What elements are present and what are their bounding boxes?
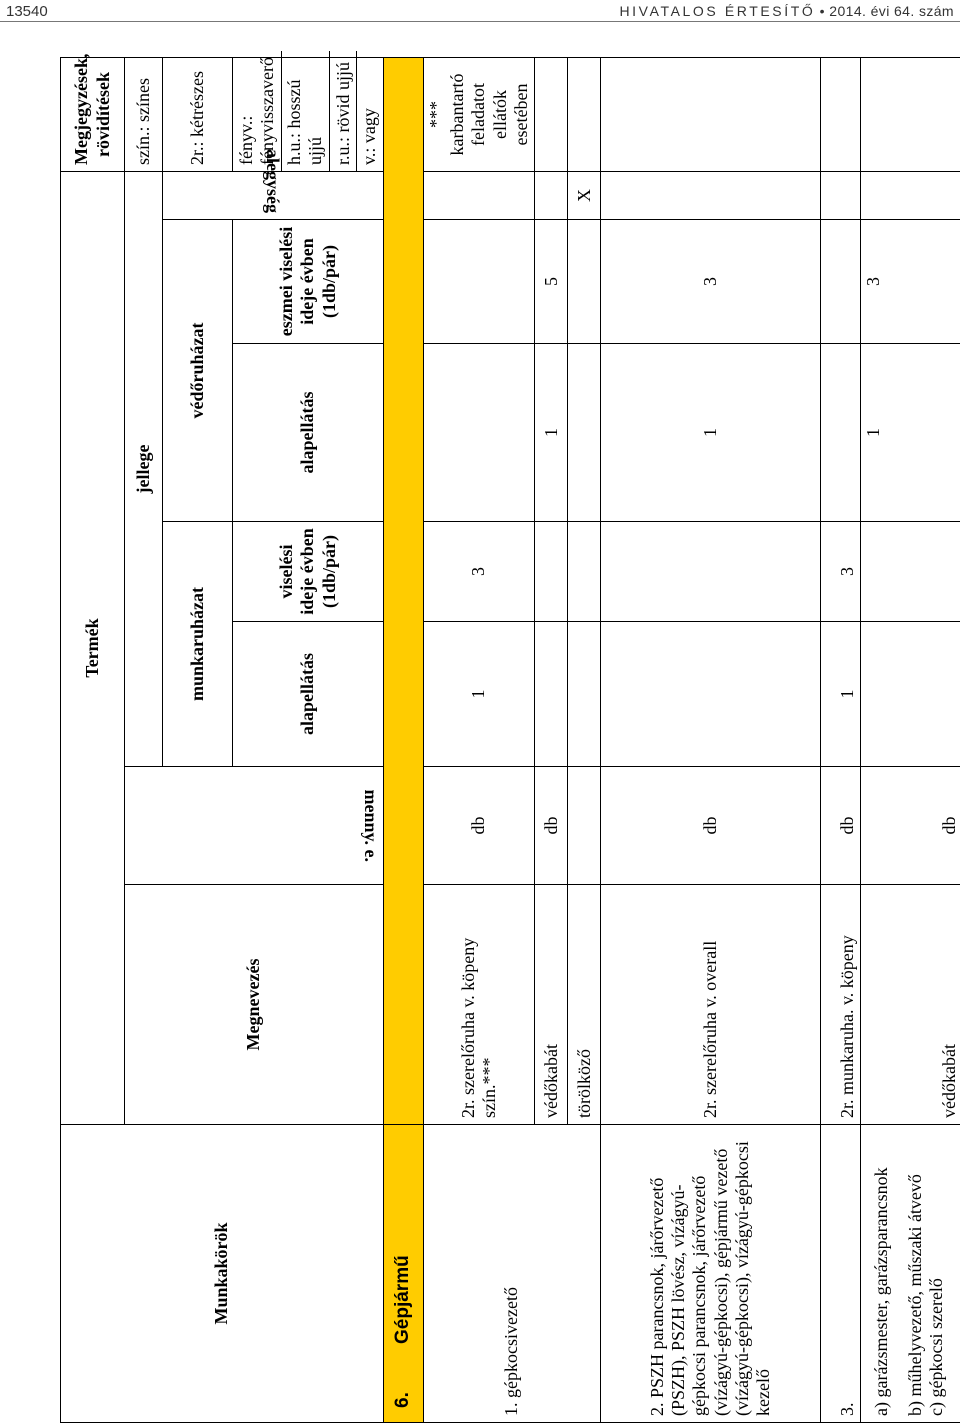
- col-header-megnevezes: Megnevezés: [125, 885, 384, 1125]
- item-name: védőkabát: [861, 885, 960, 1125]
- item-note: [568, 57, 601, 171]
- munka-viselesi-ido-value: [568, 522, 601, 622]
- note-hosszu-ujju: h.u.: hosszú ujjú: [281, 51, 330, 171]
- col-header-vedoruhazat: védőruházat: [163, 220, 233, 522]
- vedo-eszmei-ido-value: 3: [601, 220, 821, 344]
- item-note: *** karbantartó feladatot ellátók esetében: [424, 57, 535, 171]
- header-rule: [0, 21, 960, 22]
- note-fenyvisszavero: fényv.: fényvisszaverő: [233, 51, 281, 171]
- munka-alapellatas-value: 1: [424, 622, 535, 767]
- table-row: [601, 57, 821, 1422]
- item-unit: db: [861, 767, 960, 885]
- col-header-alegyseg: alegység: [163, 171, 384, 219]
- vedo-eszmei-ido-value: [568, 220, 601, 344]
- job-3b: b) műhelyvezető, műszaki átvevő: [904, 1174, 925, 1416]
- vedo-alapellatas-value: 1: [535, 344, 568, 522]
- col-header-munkakorok: Munkakörök: [61, 1125, 384, 1423]
- vedo-eszmei-ido-value: 3: [861, 220, 960, 344]
- munka-alapellatas-value: [861, 622, 960, 767]
- alegyseg-value: [861, 171, 960, 219]
- section-title-cell: [384, 1125, 424, 1423]
- alegyseg-value: [535, 171, 568, 219]
- vedo-alapellatas-value: [821, 344, 861, 522]
- munka-alapellatas-value: [535, 622, 568, 767]
- alegyseg-value: [424, 171, 535, 219]
- col-header-megjegyzesek: Megjegyzések, rövidítések: [61, 57, 125, 171]
- job-3-number: 3.: [821, 1125, 861, 1423]
- alegyseg-value: X: [568, 171, 601, 219]
- col-header-jellege: jellege: [125, 171, 163, 766]
- job-3bc: [903, 1125, 960, 1423]
- section-number: 6.: [392, 1392, 414, 1408]
- col-header-munka-viselesi-ido: viselési ideje évben (1db/pár): [233, 522, 384, 622]
- note-vagy: v.: vagy: [359, 108, 380, 165]
- table-row: [424, 57, 535, 1422]
- munka-viselesi-ido-value: [535, 522, 568, 622]
- page-number: 13540: [6, 3, 48, 20]
- vedo-alapellatas-value: [424, 344, 535, 522]
- issue-label: 2014. évi 64. szám: [829, 3, 954, 19]
- table-row: [821, 57, 861, 1422]
- job-pszh: 2. PSZH parancsnok, járőrvezető (PSZH), PSZH lövész, vízágyú-gépkocsi parancsnok, járőrvezető (vízágyú-gépkocsi), gépjármű vezető (vízágyú-gépkocsi), vízágyú-gépkocsi kezelő: [601, 1125, 821, 1423]
- header-bullet: •: [819, 3, 825, 19]
- col-header-vedo-eszmei-ido: eszmei viselési ideje évben (1db/pár): [233, 220, 384, 344]
- vedo-alapellatas-value: 1: [861, 344, 960, 522]
- job-gepkocsivezeto: 1. gépkocsivezető: [424, 1125, 601, 1423]
- vedo-alapellatas-value: 1: [601, 344, 821, 522]
- munka-viselesi-ido-value: [861, 522, 960, 622]
- munka-viselesi-ido-value: 3: [424, 522, 535, 622]
- item-note: [861, 57, 960, 171]
- note-ketreszes: 2r.: kétrészes: [163, 57, 233, 171]
- munka-alapellatas-value: [601, 622, 821, 767]
- rotated-page: [60, 53, 960, 1416]
- vedo-eszmei-ido-value: [424, 220, 535, 344]
- publication-title: HIVATALOS ÉRTESÍTŐ: [619, 3, 816, 19]
- vedo-eszmei-ido-value: 5: [535, 220, 568, 344]
- table-row: [861, 57, 903, 1422]
- item-note: [535, 57, 568, 171]
- alegyseg-value: [601, 171, 821, 219]
- item-note: [601, 57, 821, 171]
- item-name: 2r. szerelőruha v. köpeny szín.***: [424, 885, 535, 1125]
- note-szines: szín.: színes: [125, 57, 163, 171]
- section-row: [384, 57, 424, 1422]
- vedo-eszmei-ido-value: [821, 220, 861, 344]
- col-header-munkaruhazat: munkaruházat: [163, 522, 233, 767]
- alegyseg-value: [821, 171, 861, 219]
- job-3a: a) garázsmester, garázsparancsnok: [861, 1125, 903, 1423]
- munka-alapellatas-value: 1: [821, 622, 861, 767]
- running-header: [619, 3, 954, 19]
- col-header-munka-alapellatas: alapellátás: [233, 622, 384, 767]
- item-name: 2r. szerelőruha v. overall: [601, 885, 821, 1125]
- col-header-menny-e: menny. e.: [125, 767, 384, 885]
- munka-viselesi-ido-value: [601, 522, 821, 622]
- item-unit: db: [821, 767, 861, 885]
- munka-viselesi-ido-value: 3: [821, 522, 861, 622]
- item-unit: [568, 767, 601, 885]
- section-title: Gépjármű: [392, 1255, 414, 1344]
- col-header-vedo-alapellatas: alapellátás: [233, 344, 384, 522]
- item-name: 2r. munkaruha. v. köpeny: [821, 885, 861, 1125]
- item-note: [821, 57, 861, 171]
- col-header-termek: Termék: [61, 171, 125, 1124]
- munka-alapellatas-value: [568, 622, 601, 767]
- clothing-allowance-table: [60, 53, 960, 1423]
- item-unit: db: [601, 767, 821, 885]
- rotated-content: [60, 53, 959, 1423]
- section-fill: [384, 57, 424, 1124]
- abbreviation-notes: [233, 57, 384, 171]
- note-rovid-ujju: r.u.: rövid ujjú: [330, 51, 357, 171]
- item-name: törölköző: [568, 885, 601, 1125]
- job-3c: c) gépkocsi szerelő: [925, 1278, 946, 1416]
- vedo-alapellatas-value: [568, 344, 601, 522]
- item-unit: db: [424, 767, 535, 885]
- item-name: védőkabát: [535, 885, 568, 1125]
- item-unit: db: [535, 767, 568, 885]
